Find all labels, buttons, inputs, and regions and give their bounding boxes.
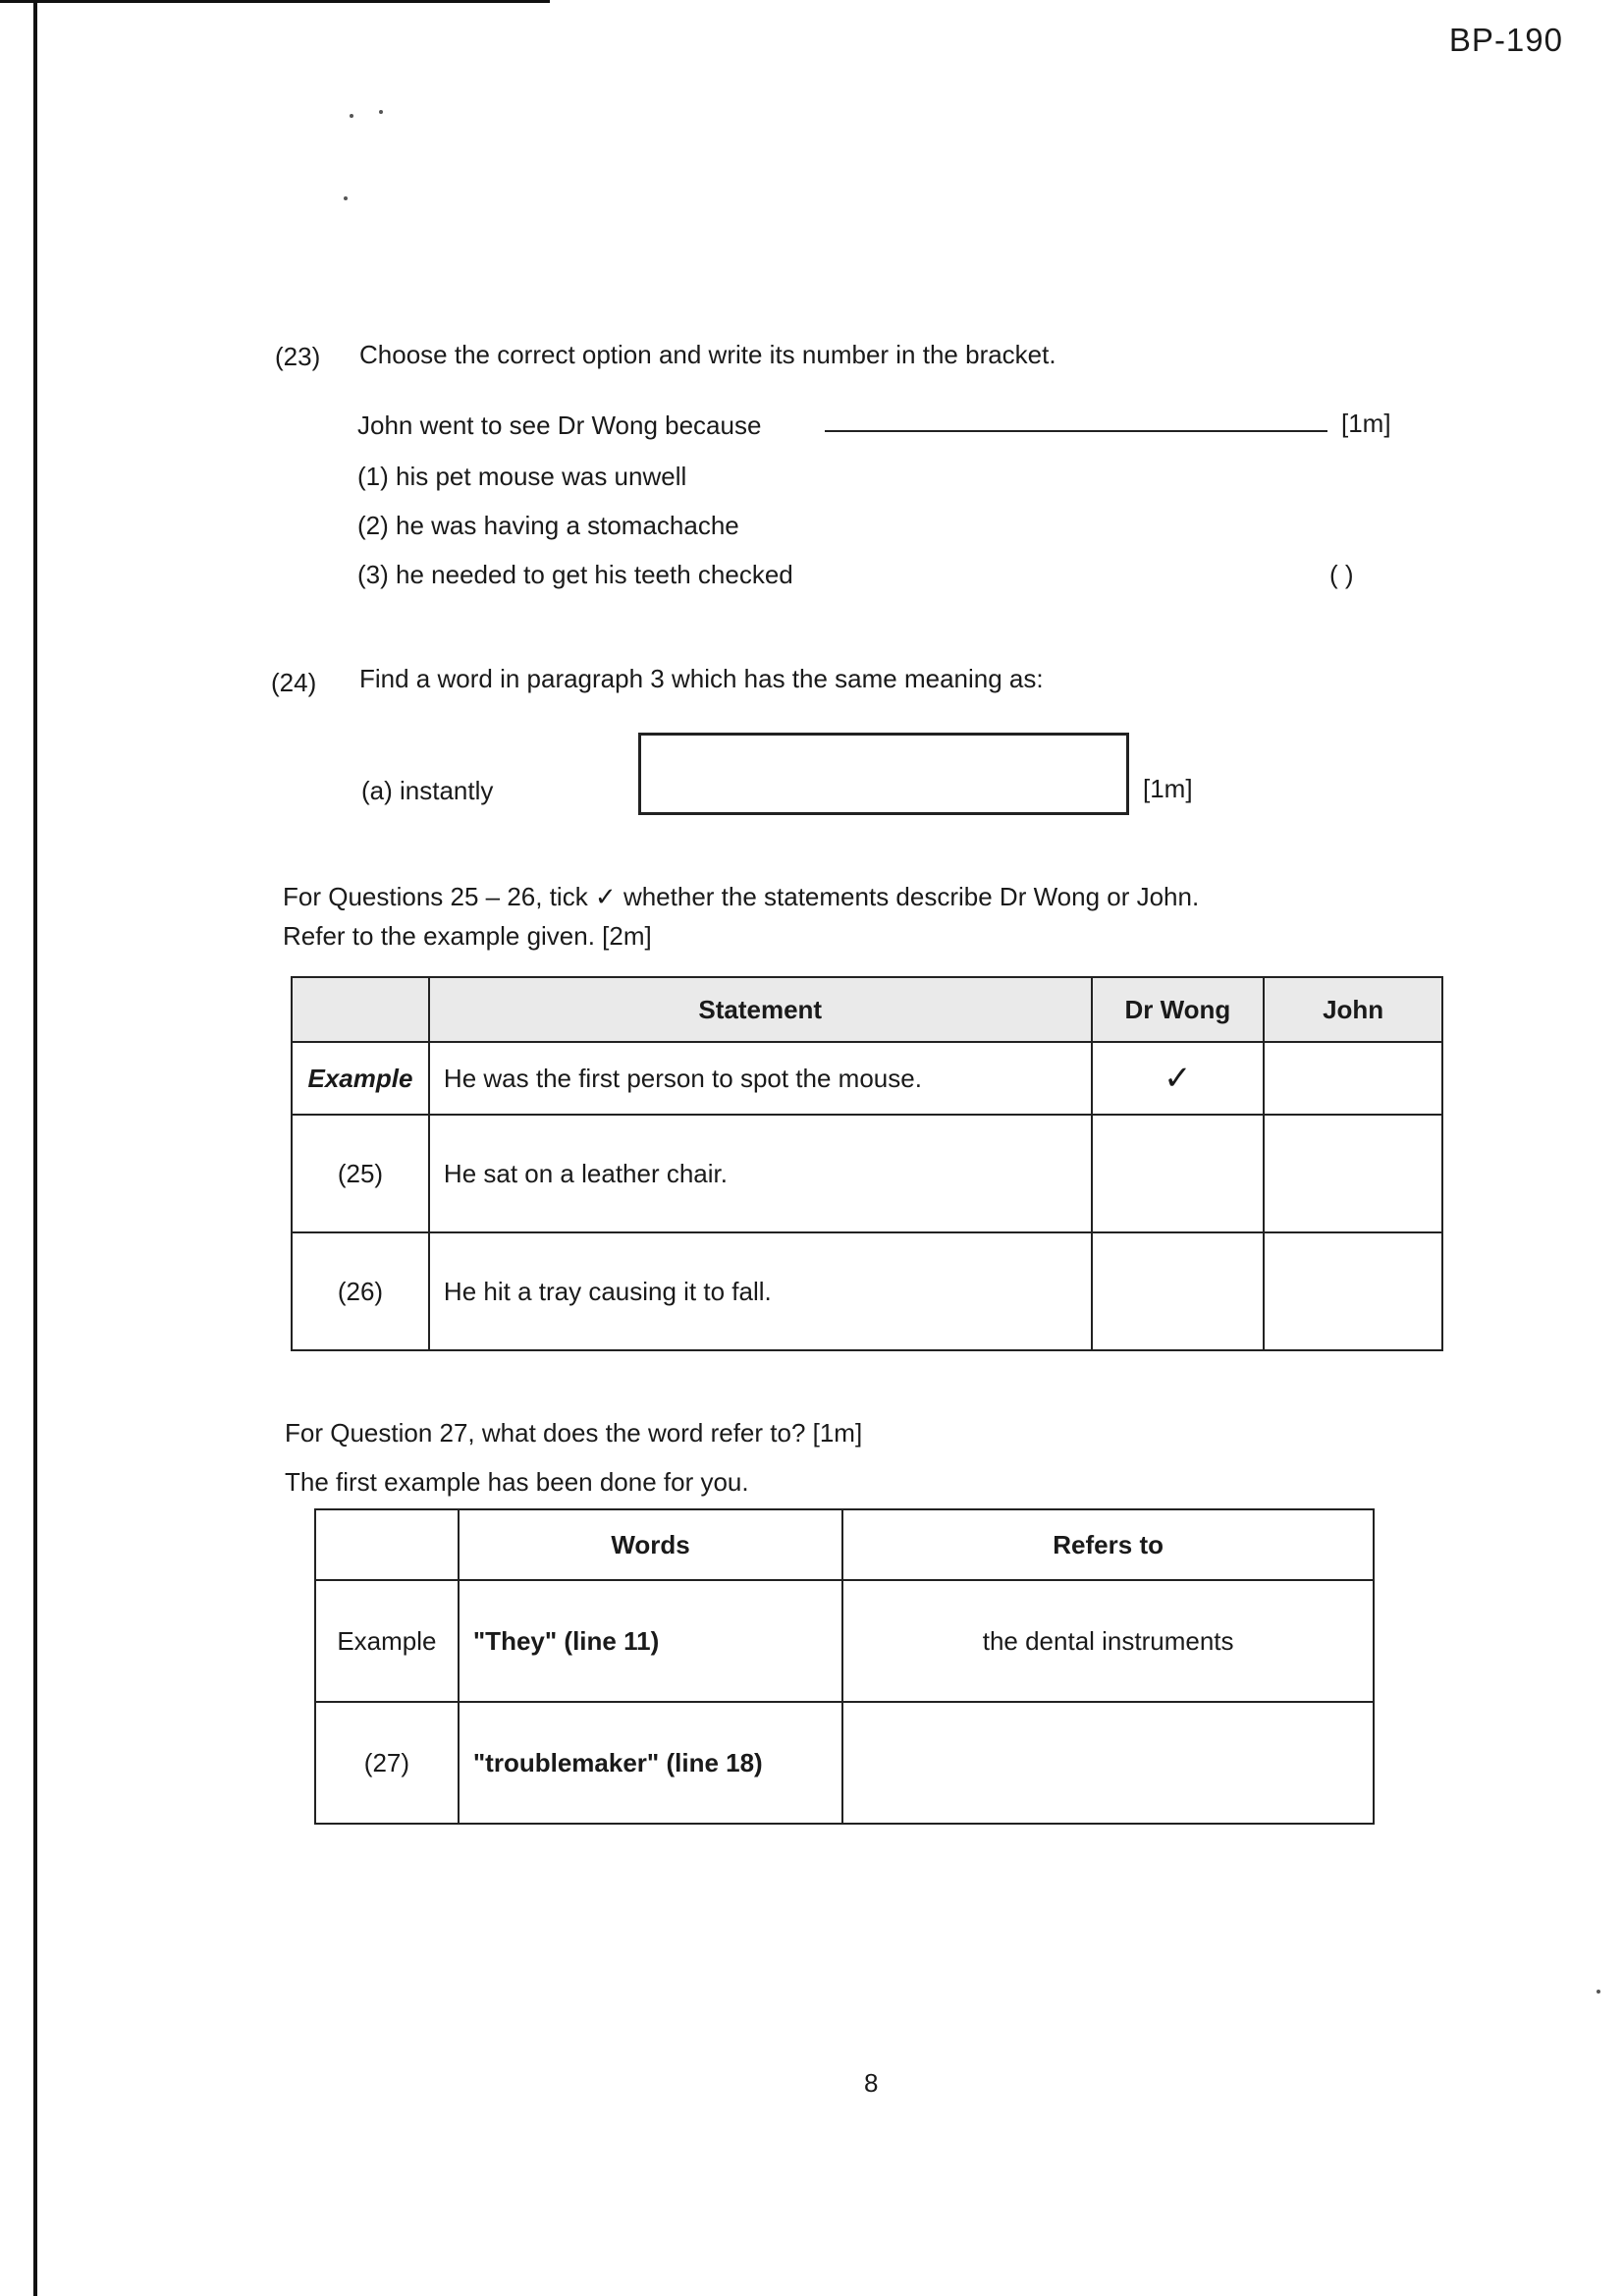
q24-answer-box[interactable] <box>638 733 1129 815</box>
q24-number: (24) <box>271 668 317 697</box>
statement-table <box>291 976 1443 1351</box>
q23-answer-line[interactable] <box>825 430 1327 432</box>
row-words: "They" (line 11) <box>459 1580 842 1702</box>
word-reference-table <box>314 1508 1375 1825</box>
q23-number: (23) <box>275 342 321 371</box>
header-blank <box>292 977 429 1042</box>
q23-option-3: (3) he needed to get his teeth checked <box>357 560 793 589</box>
q24-instruction: Find a word in paragraph 3 which has the same meaning as: <box>359 664 1044 693</box>
q24-marks: [1m] <box>1143 774 1193 803</box>
row-label: (25) <box>292 1115 429 1232</box>
tick-cell-john[interactable] <box>1264 1115 1442 1232</box>
tick-cell-dr-wong[interactable] <box>1092 1115 1265 1232</box>
q25-26-instruction: For Questions 25 – 26, tick ✓ whether the statements describe Dr Wong or John. <box>283 882 1200 911</box>
q27-instruction-2: The first example has been done for you. <box>285 1467 749 1497</box>
row-statement: He sat on a leather chair. <box>429 1115 1092 1232</box>
q23-stem: John went to see Dr Wong because <box>357 410 762 440</box>
left-margin-rule <box>33 0 37 2296</box>
word-table-header <box>315 1509 1374 1580</box>
row-statement: He was the first person to spot the mouse. <box>429 1042 1092 1115</box>
row-label: Example <box>315 1580 459 1702</box>
q23-marks: [1m] <box>1341 409 1391 438</box>
scan-speck <box>1597 1990 1600 1994</box>
tick-cell-john <box>1264 1042 1442 1115</box>
row-label: (27) <box>315 1702 459 1824</box>
table-row <box>292 1115 1442 1232</box>
top-rule <box>0 0 550 3</box>
q23-option-2: (2) he was having a stomachache <box>357 511 739 540</box>
q23-instruction: Choose the correct option and write its number in the bracket. <box>359 340 1056 369</box>
row-statement: He hit a tray causing it to fall. <box>429 1232 1092 1350</box>
scan-speck <box>344 196 348 200</box>
row-refers-to-answer[interactable] <box>842 1702 1374 1824</box>
page-number: 8 <box>864 2068 879 2098</box>
q23-option-1: (1) his pet mouse was unwell <box>357 462 687 491</box>
tick-cell-john[interactable] <box>1264 1232 1442 1350</box>
q24-item: (a) instantly <box>361 776 494 805</box>
header-dr-wong: Dr Wong <box>1092 977 1265 1042</box>
tick-cell-dr-wong[interactable] <box>1092 1232 1265 1350</box>
q23-answer-bracket[interactable]: ( ) <box>1329 560 1354 589</box>
scan-speck <box>379 110 383 114</box>
row-words: "troublemaker" (line 18) <box>459 1702 842 1824</box>
header-refers-to: Refers to <box>842 1509 1374 1580</box>
row-refers-to: the dental instruments <box>842 1580 1374 1702</box>
table-row <box>315 1580 1374 1702</box>
header-words: Words <box>459 1509 842 1580</box>
header-john: John <box>1264 977 1442 1042</box>
header-blank <box>315 1509 459 1580</box>
q25-26-instruction-2: Refer to the example given. [2m] <box>283 921 652 951</box>
paper-code: BP-190 <box>1448 22 1563 58</box>
statement-table-header <box>292 977 1442 1042</box>
row-label: (26) <box>292 1232 429 1350</box>
scan-speck <box>350 114 353 118</box>
tick-cell-dr-wong: ✓ <box>1092 1042 1265 1115</box>
row-label: Example <box>292 1042 429 1115</box>
header-statement: Statement <box>429 977 1092 1042</box>
table-row <box>292 1232 1442 1350</box>
q27-instruction: For Question 27, what does the word refer to? [1m] <box>285 1418 863 1448</box>
table-row <box>292 1042 1442 1115</box>
table-row <box>315 1702 1374 1824</box>
